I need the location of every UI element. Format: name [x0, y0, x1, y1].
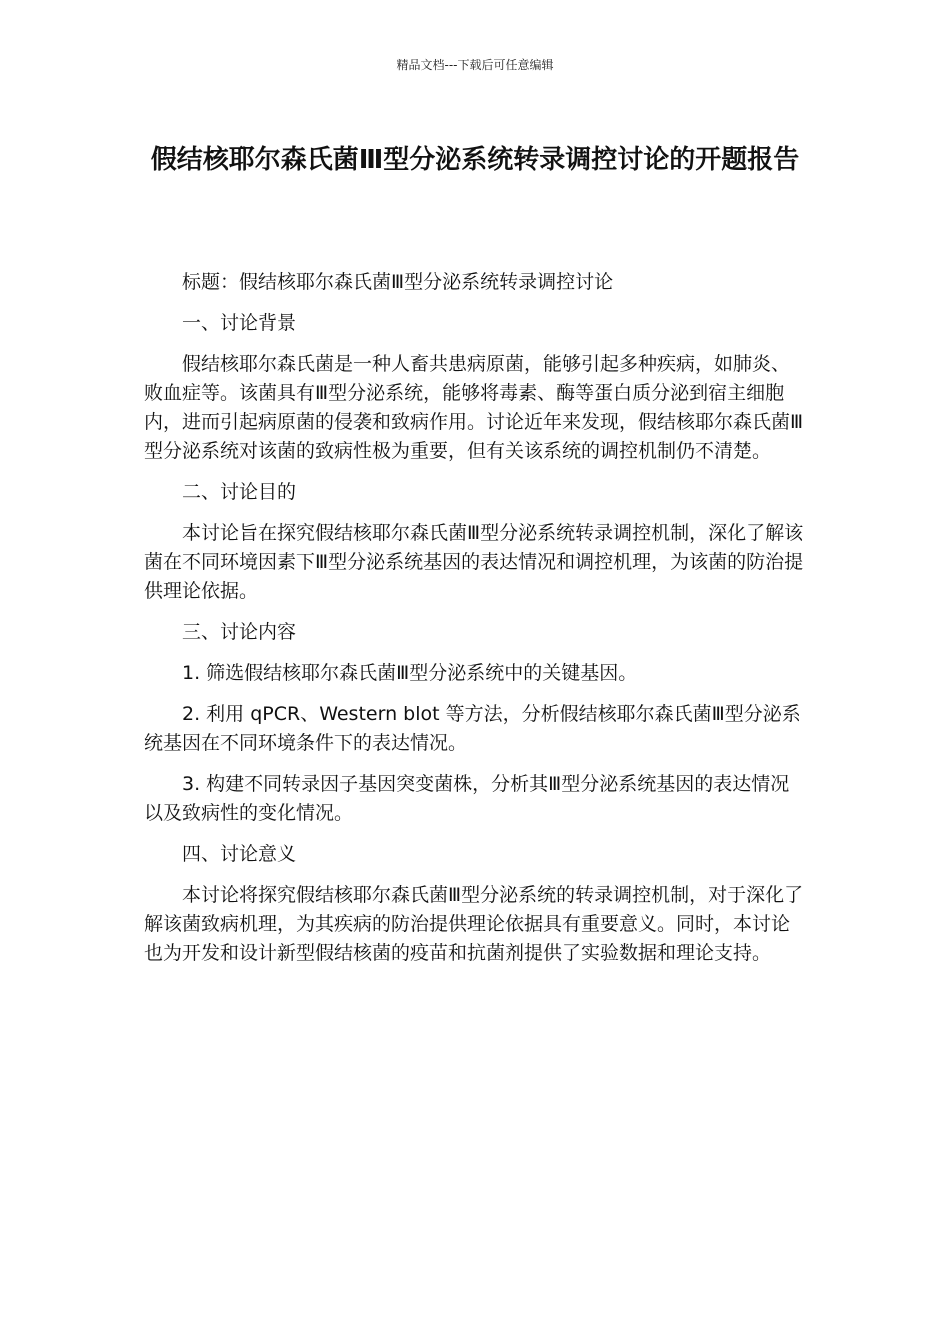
title-label: 标题：假结核耶尔森氏菌Ⅲ型分泌系统转录调控讨论 [182, 271, 614, 293]
paragraph-background: 假结核耶尔森氏菌是一种人畜共患病原菌，能够引起多种疾病，如肺炎、败血症等。该菌具有Ⅲ型分泌系统，能够将毒素、酶等蛋白质分泌到宿主细胞内，进而引起病原菌的侵袭和致病作用。讨论近年来发现，假结核耶尔森氏菌Ⅲ型分泌系统对该菌的致病性极为重要，但有关该系统的调控机制仍不清楚。 [144, 353, 804, 462]
paragraph-purpose: 本讨论旨在探究假结核耶尔森氏菌Ⅲ型分泌系统转录调控机制，深化了解该菌在不同环境因素下Ⅲ型分泌系统基因的表达情况和调控机理，为该菌的防治提供理论依据。 [144, 522, 804, 602]
list-item: 1. 筛选假结核耶尔森氏菌Ⅲ型分泌系统中的关键基因。 [182, 662, 638, 684]
section-heading-purpose: 二、讨论目的 [182, 481, 297, 503]
list-item: 3. 构建不同转录因子基因突变菌株，分析其Ⅲ型分泌系统基因的表达情况以及致病性的变化情况。 [144, 773, 790, 824]
section-heading-background: 一、讨论背景 [182, 312, 297, 334]
section-heading-significance: 四、讨论意义 [182, 843, 297, 865]
document-title: 假结核耶尔森氏菌Ⅲ型分泌系统转录调控讨论的开题报告 [150, 145, 800, 175]
page-header: 精品文档---下载后可任意编辑 [396, 58, 554, 72]
paragraph-significance: 本讨论将探究假结核耶尔森氏菌Ⅲ型分泌系统的转录调控机制，对于深化了解该菌致病机理，为其疾病的防治提供理论依据具有重要意义。同时，本讨论也为开发和设计新型假结核菌的疫苗和抗菌剂提供了实验数据和理论支持。 [144, 884, 804, 964]
section-heading-content: 三、讨论内容 [182, 621, 297, 643]
list-item: 2. 利用 qPCR、Western blot 等方法，分析假结核耶尔森氏菌Ⅲ型分泌系统基因在不同环境条件下的表达情况。 [144, 703, 801, 754]
document-body [144, 268, 806, 968]
